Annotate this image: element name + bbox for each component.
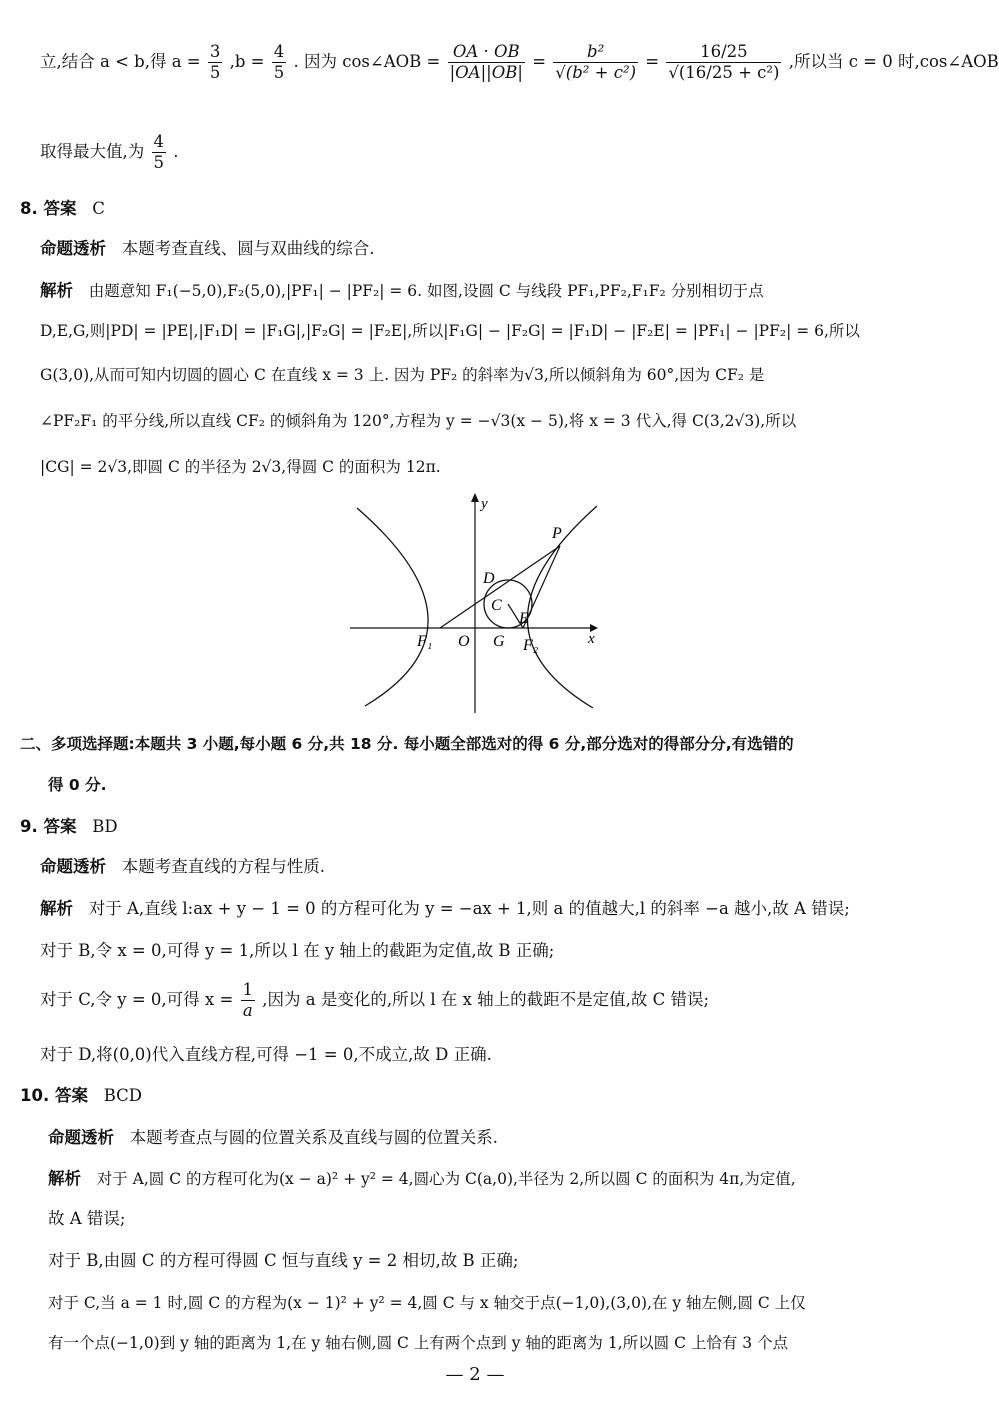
q10-analysis-a1: 解析 对于 A,圆 C 的方程可化为(x − a)² + y² = 4,圆心为 C(a,0),半径为 2,所以圆 C 的面积为 4π,为定值,	[48, 1169, 796, 1188]
q9-answer: 9. 答案 BD	[20, 817, 118, 836]
label-o: O	[458, 633, 470, 650]
fraction-one-over-a: $\frac{1}{a}$	[242, 980, 254, 1020]
q9-intent: 命题透析 本题考查直线的方程与性质.	[40, 857, 325, 876]
page-number: — 2 —	[445, 1364, 505, 1385]
y-axis-arrow	[471, 493, 479, 502]
q8-analysis-4: ∠PF₂F₁ 的平分线,所以直线 CF₂ 的倾斜角为 120°,方程为 y = −√3(x − 5),将 x = 3 代入,得 C(3,2√3),所以	[40, 412, 797, 430]
q9-analysis-c: 对于 C,令 y = 0,可得 x = $\frac{1}{a}$ ,因为 a 是变化的,所以 l 在 x 轴上的截距不是定值,故 C 错误;	[40, 980, 710, 1020]
fraction-b: $\frac{4}{5}$	[273, 42, 285, 82]
q10-analysis-c1: 对于 C,当 a = 1 时,圆 C 的方程为(x − 1)² + y² = 4,圆 C 与 x 轴交于点(−1,0),(3,0),在 y 轴左侧,圆 C 上仅	[48, 1294, 806, 1312]
hyperbola-left-branch	[357, 508, 428, 706]
label-c: C	[491, 597, 502, 614]
label-d: D	[483, 570, 495, 587]
q10-intent: 命题透析 本题考查点与圆的位置关系及直线与圆的位置关系.	[48, 1128, 498, 1147]
fraction-vector-cos: $\frac{OA \cdot OB}{|OA||OB|}$	[449, 42, 523, 82]
q9-analysis-b: 对于 B,令 x = 0,可得 y = 1,所以 l 在 y 轴上的截距为定值,故 B 正确;	[40, 941, 555, 960]
q8-analysis-5: |CG| = 2√3,即圆 C 的半径为 2√3,得圆 C 的面积为 12π.	[40, 458, 441, 476]
section2-header-2: 得 0 分.	[48, 776, 107, 794]
fraction-16-25: $\frac{16/25}{\text{√(16/25 + c²)}}$	[668, 42, 780, 82]
continuation-line-1: 立,结合 a < b,得 a = $\frac{3}{5}$ ,b = $\frac{4}{5}$ . 因为 cos∠AOB = $\frac{OA \cdot OB}{|OA||OB|}$ = $\frac{\text{b²}}{\text{√(b² + c²)}}$ = $\frac{16/25}{\text{√(16/25 + c²)}}$ ,所以当 c = 0 时,cos∠AOB	[40, 42, 999, 82]
label-e: E	[519, 610, 529, 627]
fraction-b-squared: $\frac{\text{b²}}{\text{√(b² + c²)}}$	[555, 42, 637, 82]
fraction-a: $\frac{3}{5}$	[209, 42, 221, 82]
label-y: y	[481, 496, 488, 512]
q10-analysis-c2: 有一个点(−1,0)到 y 轴的距离为 1,在 y 轴右侧,圆 C 上有两个点到 y 轴的距离为 1,所以圆 C 上恰有 3 个点	[48, 1334, 789, 1352]
q8-intent: 命题透析 本题考查直线、圆与双曲线的综合.	[40, 239, 375, 258]
q8-answer: 8. 答案 C	[20, 199, 105, 218]
q9-analysis-a: 解析 对于 A,直线 l:ax + y − 1 = 0 的方程可化为 y = −ax + 1,则 a 的值越大,l 的斜率 −a 越小,故 A 错误;	[40, 899, 850, 918]
q10-analysis-a2: 故 A 错误;	[48, 1209, 126, 1228]
fraction-max: $\frac{4}{5}$	[153, 132, 164, 172]
q8-analysis-3: G(3,0),从而可知内切圆的圆心 C 在直线 x = 3 上. 因为 PF₂ 的斜率为√3,所以倾斜角为 60°,因为 CF₂ 是	[40, 366, 765, 384]
q10-analysis-b: 对于 B,由圆 C 的方程可得圆 C 恒与直线 y = 2 相切,故 B 正确;	[48, 1251, 519, 1270]
section2-header-1: 二、多项选择题:本题共 3 小题,每小题 6 分,共 18 分. 每小题全部选对的得 6 分,部分选对的得部分分,有选错的	[20, 735, 794, 753]
q10-answer: 10. 答案 BCD	[20, 1086, 143, 1105]
label-p: P	[552, 525, 562, 542]
q8-analysis-1: 解析 由题意知 F₁(−5,0),F₂(5,0),|PF₁| − |PF₂| = 6. 如图,设圆 C 与线段 PF₁,PF₂,F₁F₂ 分别相切于点	[40, 281, 764, 300]
hyperbola-right-branch	[527, 506, 597, 708]
q8-analysis-2: D,E,G,则|PD| = |PE|,|F₁D| = |F₁G|,|F₂G| = |F₂E|,所以|F₁G| − |F₂G| = |F₁D| − |F₂E| = |PF₁| − |PF₂| = 6,所以	[40, 322, 860, 340]
q9-analysis-d: 对于 D,将(0,0)代入直线方程,可得 −1 = 0,不成立,故 D 正确.	[40, 1045, 492, 1064]
label-g: G	[493, 633, 505, 650]
hyperbola-figure	[345, 488, 605, 718]
label-f1: F₁	[417, 633, 433, 650]
continuation-line-2: 取得最大值,为 $\frac{4}{5}$ .	[40, 132, 179, 172]
label-f2: F₂	[523, 637, 539, 654]
label-x: x	[588, 631, 595, 647]
